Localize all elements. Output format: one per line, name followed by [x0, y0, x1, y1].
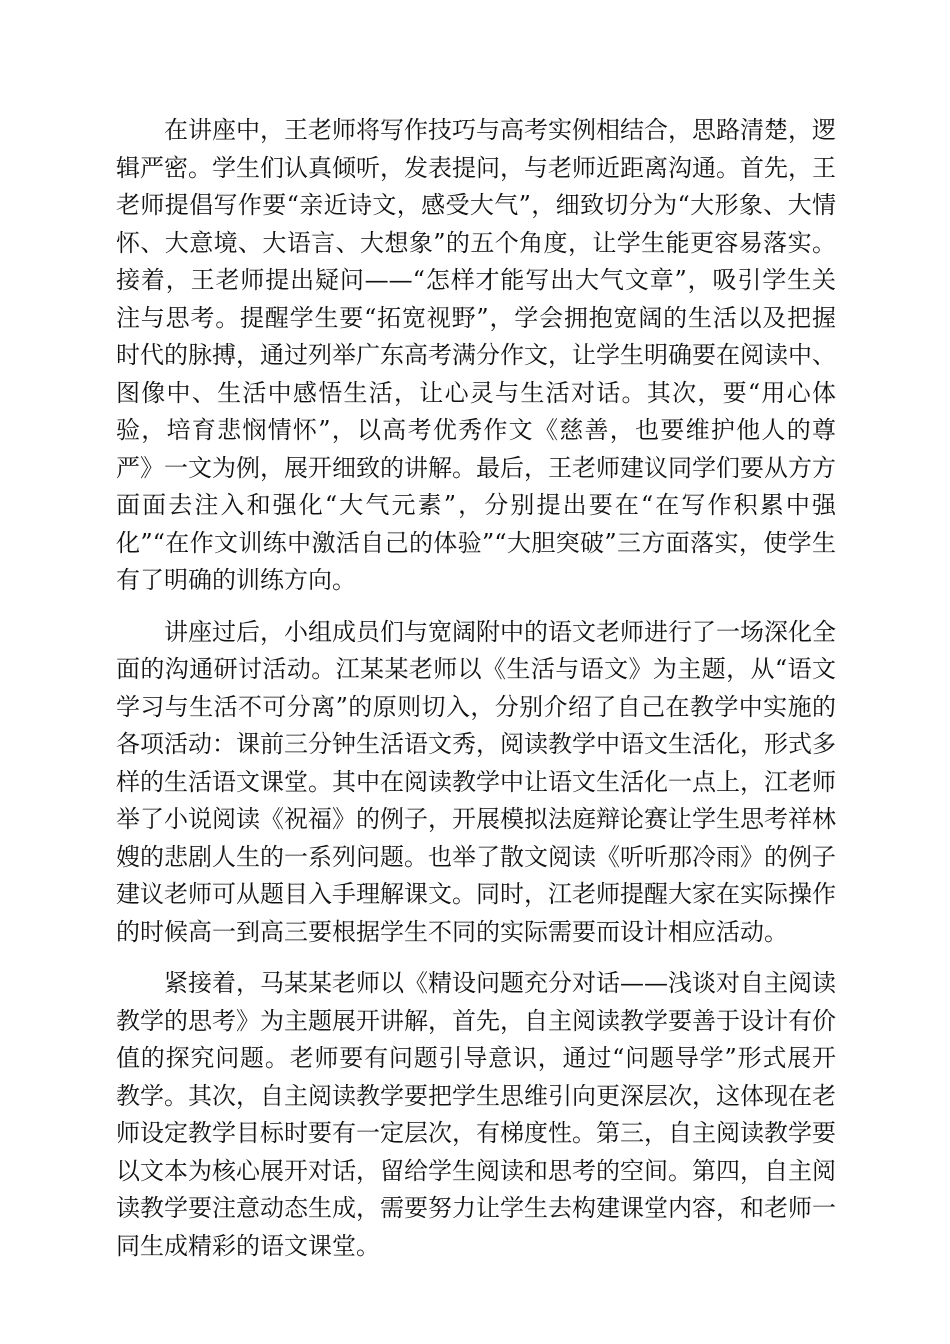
paragraph-lecture-summary: 在讲座中，王老师将写作技巧与高考实例相结合，思路清楚，逻辑严密。学生们认真倾听，发表提问，与老师近距离沟通。首先，王老师提倡写作要“亲近诗文，感受大气”，细致切分为“大形象、大情怀、大意境、大语言、大想象”的五个角度，让学生能更容易落实。接着，王老师提出疑问——“怎样才能写出大气文章”，吸引学生关注与思考。提醒学生要“拓宽视野”，学会拥抱宽阔的生活以及把握时代的脉搏，通过列举广东高考满分作文，让学生明确要在阅读中、图像中、生活中感悟生活，让心灵与生活对话。其次，要“用心体验，培育悲悯情怀”，以高考优秀作文《慈善，也要维护他人的尊严》一文为例，展开细致的讲解。最后，王老师建议同学们要从方方面面去注入和强化“大气元素”，分别提出要在“在写作积累中强化”“在作文训练中激活自己的体验”“大胆突破”三方面落实，使学生有了明确的训练方向。 [116, 116, 836, 594]
document-body [116, 112, 836, 1265]
paragraph-discussion-jiang: 讲座过后，小组成员们与宽阔附中的语文老师进行了一场深化全面的沟通研讨活动。江某某老师以《生活与语文》为主题，从“语文学习与生活不可分离”的原则切入，分别介绍了自己在教学中实施的各项活动：课前三分钟生活语文秀，阅读教学中语文生活化，形式多样的生活语文课堂。其中在阅读教学中让语文生活化一点上，江老师举了小说阅读《祝福》的例子，开展模拟法庭辩论赛让学生思考祥林嫂的悲剧人生的一系列问题。也举了散文阅读《听听那冷雨》的例子建议老师可从题目入手理解课文。同时，江老师提醒大家在实际操作的时候高一到高三要根据学生不同的实际需要而设计相应活动。 [116, 617, 836, 946]
paragraph-discussion-ma: 紧接着，马某某老师以《精设问题充分对话——浅谈对自主阅读教学的思考》为主题展开讲解，首先，自主阅读教学要善于设计有价值的探究问题。老师要有问题引导意识，通过“问题导学”形式展开教学。其次，自主阅读教学要把学生思维引向更深层次，这体现在老师设定教学目标时要有一定层次，有梯度性。第三，自主阅读教学要以文本为核心展开对话，留给学生阅读和思考的空间。第四，自主阅读教学要注意动态生成，需要努力让学生去构建课堂内容，和老师一同生成精彩的语文课堂。 [116, 969, 836, 1260]
